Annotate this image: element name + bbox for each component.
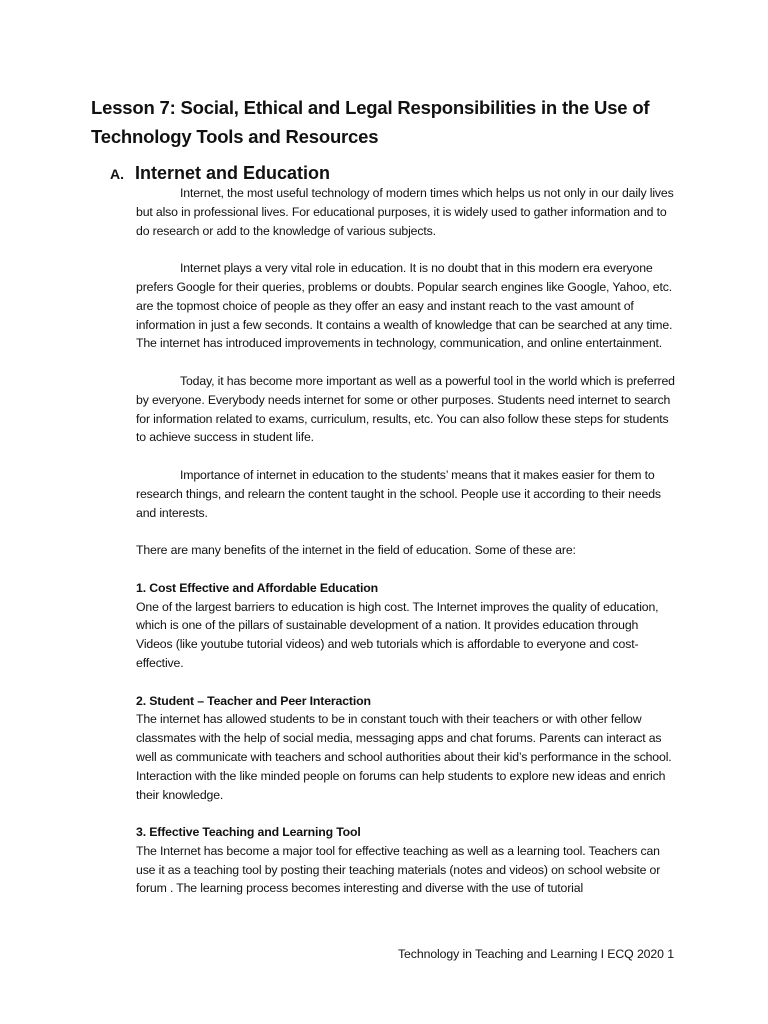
document-content	[91, 93, 676, 896]
benefit-title: 3. Effective Teaching and Learning Tool	[136, 825, 361, 840]
section-letter: A.	[110, 166, 124, 182]
benefit-text: The Internet has become a major tool for effective teaching as well as a learning tool. Teachers can use it as a teaching tool by posting their teaching materials (notes and videos) on school website or forum . The learning process becomes interesting and diverse with the use of tutorial	[136, 843, 661, 896]
section-heading	[110, 161, 330, 186]
paragraph: Today, it has become more important as well as a powerful tool in the world which is preferred by everyone. Everybody needs internet for some or other purposes. Students need internet to search for information related to exams, curriculum, results, etc. You can also follow these steps for students to achieve success in student life.	[136, 373, 675, 445]
section-title: Internet and Education	[135, 163, 331, 183]
benefit-text: The internet has allowed students to be in constant touch with their teachers or with other fellow classmates with the help of social media, messaging apps and chat forums. Parents can interact as well as communicate with teachers and school authorities about their kid’s performance in the school. Interaction with the like minded people on forums can help students to explore new ideas and enrich their knowledge.	[136, 712, 672, 802]
paragraph-spacer	[136, 804, 676, 823]
paragraph: Internet, the most useful technology of modern times which helps us not only in our daily lives but also in professional lives. For educational purposes, it is widely used to gather information and to do research or add to the knowledge of various subjects.	[136, 186, 674, 238]
paragraph-spacer	[136, 353, 676, 372]
lesson-title: Lesson 7: Social, Ethical and Legal Responsibilities in the Use of Technology Tools and Resources	[91, 97, 650, 147]
paragraph: Importance of internet in education to the students’ means that it makes easier for them to research things, and relearn the content taught in the school. People use it according to their needs and interests.	[136, 467, 661, 520]
paragraph-spacer	[136, 522, 676, 541]
page-footer: Technology in Teaching and Learning I ECQ 2020 1	[398, 947, 674, 961]
paragraph-spacer	[136, 240, 676, 259]
benefit-title: 2. Student – Teacher and Peer Interaction	[136, 693, 371, 708]
benefit-title: 1. Cost Effective and Affordable Education	[136, 580, 378, 595]
paragraph-spacer	[136, 560, 676, 579]
paragraph-spacer	[136, 447, 676, 466]
benefit-text: One of the largest barriers to education is high cost. The Internet improves the quality of education, which is one of the pillars of sustainable development of a nation. It provides education through Videos (like youtube tutorial videos) and web tutorials which is affordable to everyone and cost-effective.	[136, 599, 659, 670]
benefits-intro: There are many benefits of the internet in the field of education. Some of these are:	[136, 543, 576, 558]
paragraph-spacer	[136, 673, 676, 692]
body-text	[136, 184, 676, 898]
paragraph: Internet plays a very vital role in education. It is no doubt that in this modern era everyone prefers Google for their queries, problems or doubts. Popular search engines like Google, Yahoo, etc. are the topmost choice of people as they offer an easy and instant reach to the vast amount of information in just a few seconds. It contains a wealth of knowledge that can be searched at any time. The internet has introduced improvements in technology, communication, and online entertainment.	[136, 261, 673, 351]
